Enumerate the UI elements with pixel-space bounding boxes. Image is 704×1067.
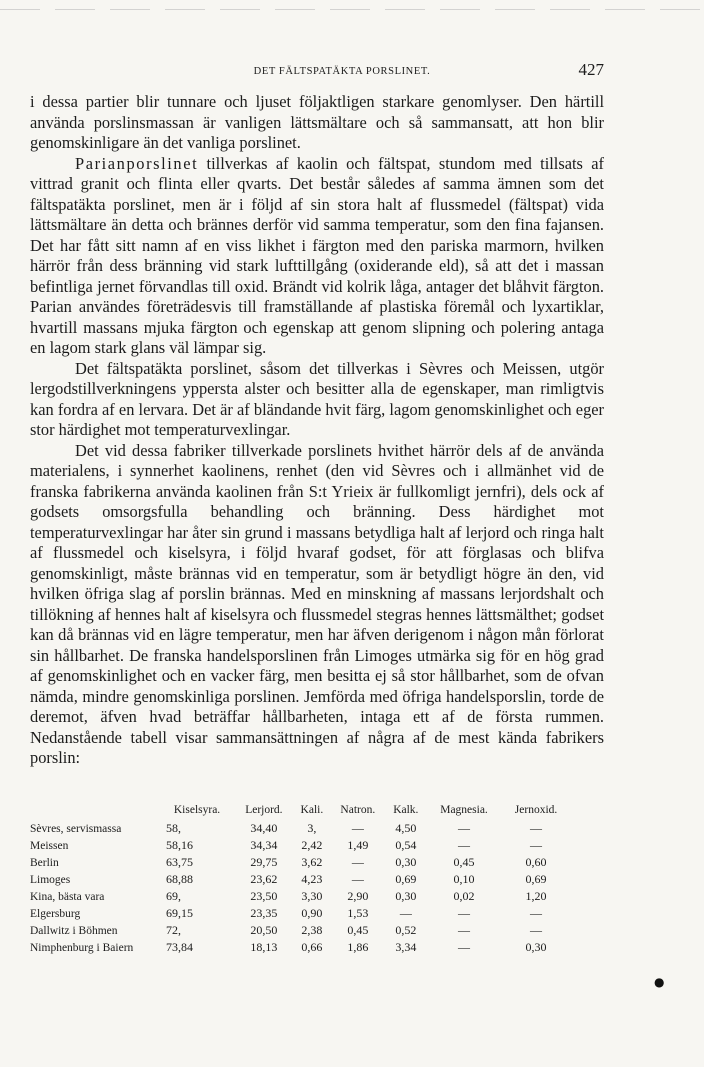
table-row-label: Berlin (30, 856, 59, 869)
table-cell: — (530, 906, 543, 920)
paragraph (30, 359, 604, 441)
table-cell: 0,30 (395, 889, 417, 903)
table-cell: 29,75 (250, 855, 278, 869)
table-row-label: Elgersburg (30, 907, 81, 920)
table-header-row (30, 804, 570, 820)
table-cell: 3,30 (301, 889, 323, 903)
table-row (30, 905, 570, 922)
table-cell: 0,30 (395, 855, 417, 869)
table-header-cell: Magnesia. (440, 804, 488, 816)
table-row (30, 888, 570, 905)
table-header-cell (30, 804, 160, 820)
table-header-cell: Natron. (340, 804, 376, 816)
table-cell: 63,75 (166, 855, 193, 869)
composition-table (30, 804, 570, 956)
table-row (30, 837, 570, 854)
table-cell: 4,50 (395, 821, 417, 835)
table-cell: 4,23 (301, 872, 323, 886)
table-header-cell: Jernoxid. (514, 804, 558, 816)
table-row-label: Limoges (30, 873, 71, 886)
table-cell: — (530, 838, 543, 852)
table-cell: — (351, 872, 364, 886)
table-row (30, 922, 570, 939)
table-cell: 0,45 (347, 923, 369, 937)
table-cell: 0,30 (525, 940, 547, 954)
table-cell: 1,86 (347, 940, 369, 954)
table-row-label: Kina, bästa vara (30, 890, 105, 903)
table-cell: — (530, 923, 543, 937)
table-cell: 3, (307, 821, 317, 835)
table-cell: 0,45 (453, 855, 475, 869)
table-cell: — (399, 906, 412, 920)
table-cell: 0,10 (453, 872, 475, 886)
table-cell: — (458, 821, 471, 835)
table-cell: 23,35 (250, 906, 278, 920)
table-row (30, 939, 570, 956)
table-header-cell: Kalk. (393, 804, 419, 816)
table-row-label: Sèvres, servismassa (30, 822, 122, 835)
ink-blot-icon: ● (654, 975, 665, 989)
table-cell: 23,62 (250, 872, 278, 886)
table-cell: 3,62 (301, 855, 323, 869)
page-number: 427 (578, 60, 604, 79)
paragraph-text: i dessa partier blir tunnare och ljuset följaktligen starkare genomlyser. Den härtill använda porslinsmassan är vanligen lättsmältare och så sammansatt, att hon blir genomskinligare än det vanliga porslinet. (30, 92, 604, 152)
table-cell: 1,53 (347, 906, 369, 920)
table-cell: 0,69 (395, 872, 417, 886)
table-cell: 58, (166, 821, 181, 835)
table-cell: 68,88 (166, 872, 193, 886)
spaced-term: Parianporslinet (75, 153, 199, 173)
table-row-label: Nimphenburg i Baiern (30, 941, 134, 954)
paragraph-text: Det fältspatäkta porslinet, såsom det tillverkas i Sèvres och Meissen, utgör lergodstillverkningens yppersta alster och besitter alla de egenskaper, man rimligtvis kan fordra af en lervara. Det är af bländande hvit färg, lagom genomskinlighet och eger stor härdighet mot temperaturvexlingar. (30, 358, 604, 439)
table-cell: 0,02 (453, 889, 475, 903)
table-header-cell: Kali. (300, 804, 324, 816)
table-row (30, 820, 570, 837)
table-cell: 58,16 (166, 838, 193, 852)
paragraph-text: tillverkas af kaolin och fältspat, stundom med tillsats af vittrad granit och flinta eller qvarts. Det består således af samma ämnen som det fältspatäkta porslinet, men är i följd af sin stora halt af flussmedel (fältspat) vida lättsmältare än detta och brännes derför vid samma temperatur, som den fina fajansen. Det har fått sitt namn af en viss likhet i färgton med den pariska marmorn, hvilken härrör från dess bränning vid stark lufttillgång (oxiderande eld), så att det i massan befintliga jernet förvandlas till oxid. Brändt vid kolrik låga, antager det blåhvit färgton. Parian användes företrädesvis till framställande af plastiska föremål och lyxartiklar, hvartill massans mjuka färgton och egenskap att genom slipning och polering antaga en lagom stark glans väl lämpar sig. (30, 153, 604, 357)
paragraph (30, 154, 604, 359)
table-header-cell: Lerjord. (245, 804, 283, 816)
table-row (30, 871, 570, 888)
table-cell: 0,66 (301, 940, 323, 954)
scan-top-edge (0, 9, 704, 10)
table-cell: 73,84 (166, 940, 193, 954)
table-cell: 0,69 (525, 872, 547, 886)
table-cell: — (351, 855, 364, 869)
table-cell: 3,34 (395, 940, 417, 954)
table-cell: — (530, 821, 543, 835)
table-row-label: Meissen (30, 839, 69, 852)
table-header-cell: Kiselsyra. (173, 804, 221, 816)
table-cell: 1,20 (525, 889, 547, 903)
table-cell: 23,50 (250, 889, 278, 903)
page-header (30, 60, 604, 82)
table-cell: 18,13 (250, 940, 278, 954)
table-cell: 69,15 (166, 906, 193, 920)
table-cell: 0,90 (301, 906, 323, 920)
paragraph-text: Det vid dessa fabriker tillverkade porslinets hvithet härrör dels af de använda materialens, i synnerhet kaolinens, renhet (den vid Sèvres och i allmänhet vid de franska fabrikerna använda kaolinen från S:t Yrieix är fullkomligt jernfri), dels ock af godsets omsorgsfulla behandling och bränning. Dess härdighet mot temperaturvexlingar har åter sin grund i massans betydliga halt af lerjord och ringa halt af flussmedel och kiselsyra, i följd hvaraf godset, för att förglasas och blifva genomskinligt, måste brännas vid en temperatur, som är betydligt högre än den, vid hvilken öfriga slag af porslin brännas. Med en minskning af massans lerjordshalt och tillökning af hennes halt af kiselsyra och flussmedel stegras hennes lättsmälthet; godset kan då brännas vid en lägre temperatur, men har äfven derigenom i någon mån förlorat sin hållbarhet. De franska handelsporslinen från Limoges utmärka sig för en hög grad af genomskinlighet och en vacker färg, men besitta ej så stor hållbarhet, som de ofvan nämda, mindre genomskinliga porslinen. Jemförda med öfriga handelsporslin, torde de deremot, äfven hvad beträffar hållbarheten, intaga ett af de första rummen. Nedanstående tabell visar sammansättningen af några af de mest kända fabrikers porslin: (30, 440, 604, 767)
composition-table-wrap (30, 804, 610, 956)
paragraph (30, 92, 604, 154)
table-cell: — (458, 838, 471, 852)
table-cell: 72, (166, 923, 181, 937)
table-cell: 0,54 (395, 838, 417, 852)
table-cell: — (458, 906, 471, 920)
table-cell: 0,60 (525, 855, 547, 869)
table-row (30, 854, 570, 871)
table-cell: 69, (166, 889, 181, 903)
table-cell: 34,40 (250, 821, 278, 835)
table-cell: 2,38 (301, 923, 323, 937)
table-cell: 0,52 (395, 923, 417, 937)
table-body (30, 820, 570, 956)
table-cell: 20,50 (250, 923, 278, 937)
running-title: DET FÄLTSPATÄKTA PORSLINET. (253, 66, 431, 77)
table-row-label: Dallwitz i Böhmen (30, 924, 118, 937)
table-cell: 1,49 (347, 838, 369, 852)
table-cell: — (458, 940, 471, 954)
paragraph (30, 441, 604, 769)
table-cell: — (458, 923, 471, 937)
body-text (30, 92, 604, 769)
table-cell: — (351, 821, 364, 835)
table-cell: 2,90 (347, 889, 369, 903)
table-cell: 2,42 (301, 838, 323, 852)
table-cell: 34,34 (250, 838, 278, 852)
